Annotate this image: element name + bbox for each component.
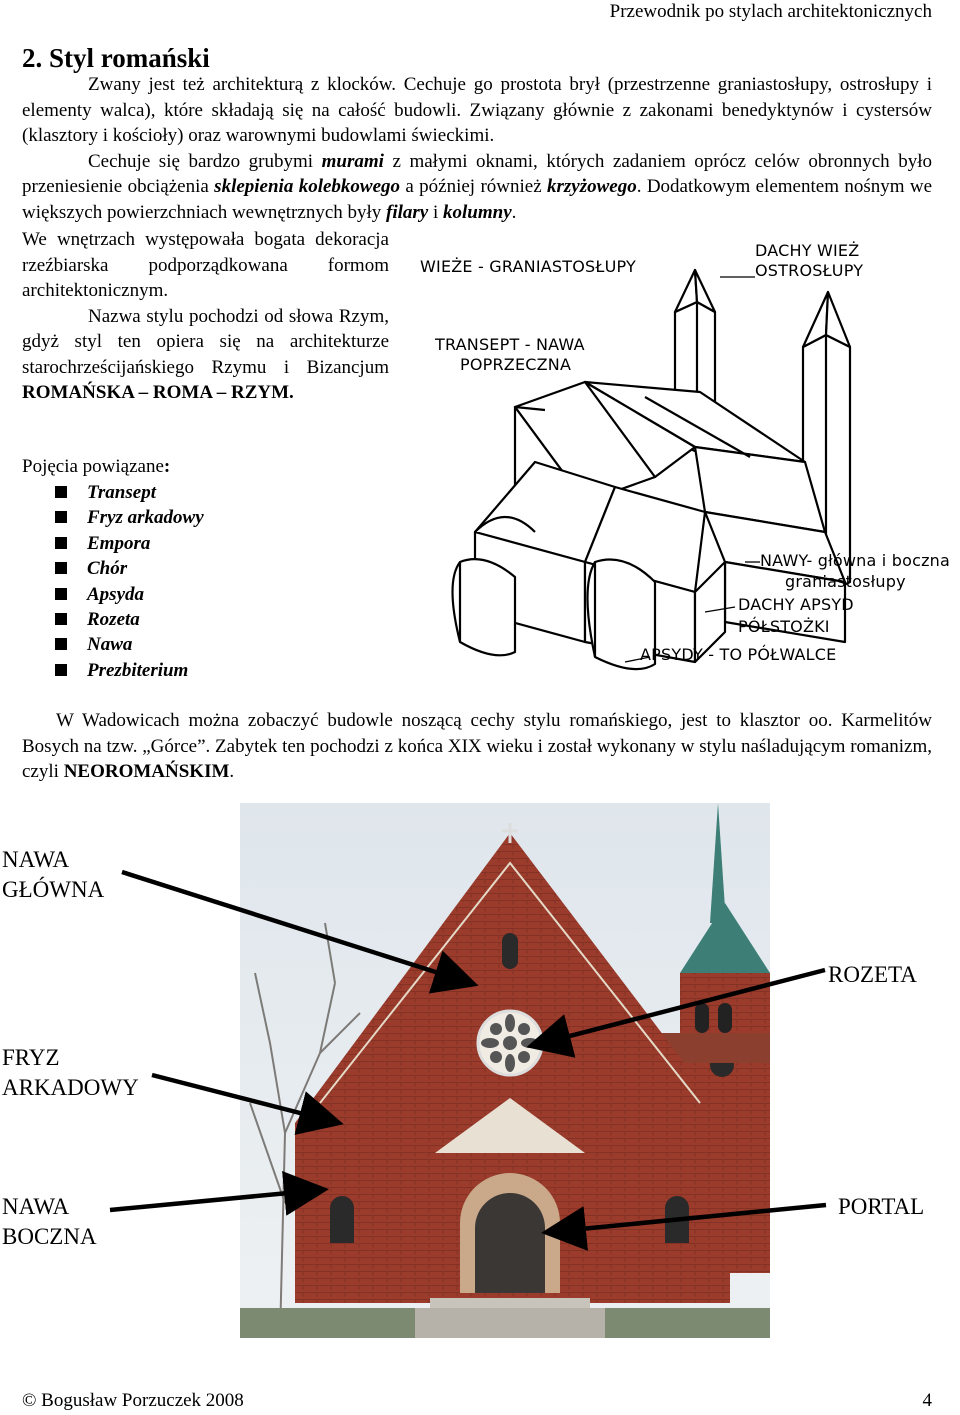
term-kolumny: kolumny [443, 201, 512, 223]
label-side-nave: NAWA BOCZNA [2, 1194, 97, 1249]
list-item: Nawa [55, 632, 204, 657]
diagram-label-apse-roofs-1: DACHY APSYD [738, 595, 854, 614]
intro-paragraph-2: Cechuje się bardzo grubymi murami z małymi oknami, których zadaniem oprócz celów obronnych było przeniesienie obciążenia sklepienia kolebkowego a później również krzyżowego. Dodatkowym elementem nośnym we większych powierzchniach wewnętrznych były filary i kolumny. [22, 150, 933, 223]
list-item: Empora [55, 531, 204, 556]
arrow-main-nave [122, 872, 470, 983]
term-murami: murami [321, 150, 384, 172]
running-header: Przewodnik po stylach architektonicznych [609, 1, 932, 22]
term-sklepienia: sklepienia kolebkowego [214, 176, 401, 197]
diagram-label-tower-roofs-1: DACHY WIEŻ [755, 241, 860, 260]
section-title: 2. Styl romański [22, 43, 210, 73]
footer-copyright: © Bogusław Porzuczek 2008 [22, 1390, 244, 1411]
diagram-label-naves-2: graniastosłupy [785, 572, 906, 591]
arrow-side-nave [110, 1190, 320, 1210]
term-filary: filary [386, 201, 429, 223]
list-item: Chór [55, 556, 204, 581]
list-item: Fryz arkadowy [55, 505, 204, 530]
list-item: Apsyda [55, 582, 204, 607]
intro-paragraph-3: We wnętrzach występowała bogata dekoracja rzeźbiarska podporządkowana formom architektonicznym. [22, 229, 389, 301]
label-main-nave: NAWA GŁÓWNA [2, 847, 105, 902]
label-arcade-frieze: FRYZ ARKADOWY [2, 1045, 139, 1100]
arrow-arcade-frieze [152, 1075, 335, 1122]
diagram-label-apse-roofs-2: PÓŁSTOŻKI [738, 617, 830, 636]
neoromanski-emphasis: NEOROMAŃSKIM [63, 761, 230, 782]
page-number: 4 [922, 1390, 932, 1411]
list-item: Transept [55, 480, 204, 505]
diagram-label-apses: APSYDY - TO PÓŁWALCE [640, 645, 837, 664]
intro-paragraph-4: Nazwa stylu pochodzi od słowa Rzym, gdyż styl ten opiera się na architekturze starochrześcijańskiego Rzymu i Bizancjum ROMAŃSKA – ROMA – RZYM. [22, 305, 389, 403]
diagram-label-towers: WIEŻE - GRANIASTOSŁUPY [420, 257, 636, 276]
arrow-portal [550, 1205, 826, 1232]
label-portal: PORTAL [838, 1194, 925, 1219]
arrow-rosette [535, 970, 825, 1045]
wadowice-paragraph: W Wadowicach można zobaczyć budowle noszącą cechy stylu romańskiego, jest to klasztor oo. Karmelitów Bosych na tzw. „Górce”. Zabytek ten pochodzi z końca XIX wieku i został wykonany w stylu naśladującym romanizm, czyli NEOROMAŃSKIM. [22, 710, 932, 782]
term-krzyzowego: krzyżowego [547, 176, 637, 197]
diagram-label-tower-roofs-2: OSTROSŁUPY [755, 261, 864, 280]
list-item: Rozeta [55, 607, 204, 632]
intro-paragraph-1: Zwany jest też architekturą z klocków. Cechuje go prostota brył (przestrzenne graniastosłupy, ostrosłupy i elementy walca), które składają się na całość budowli. Związany głównie z zakonami benedyktynów i cystersów (klasztory i kościoły) oraz warownymi budowlami świeckimi. [22, 74, 932, 146]
related-terms-label: Pojęcia powiązane: [22, 456, 171, 477]
list-item: Prezbiterium [55, 658, 204, 683]
diagram-label-transept-2: POPRZECZNA [460, 355, 572, 374]
diagram-label-naves-1: NAWY- główna i boczna [760, 551, 951, 570]
diagram-label-transept-1: TRANSEPT - NAWA [435, 335, 585, 354]
label-rosette: ROZETA [828, 962, 917, 987]
roma-rzym-emphasis: ROMAŃSKA – ROMA – RZYM. [22, 382, 294, 403]
